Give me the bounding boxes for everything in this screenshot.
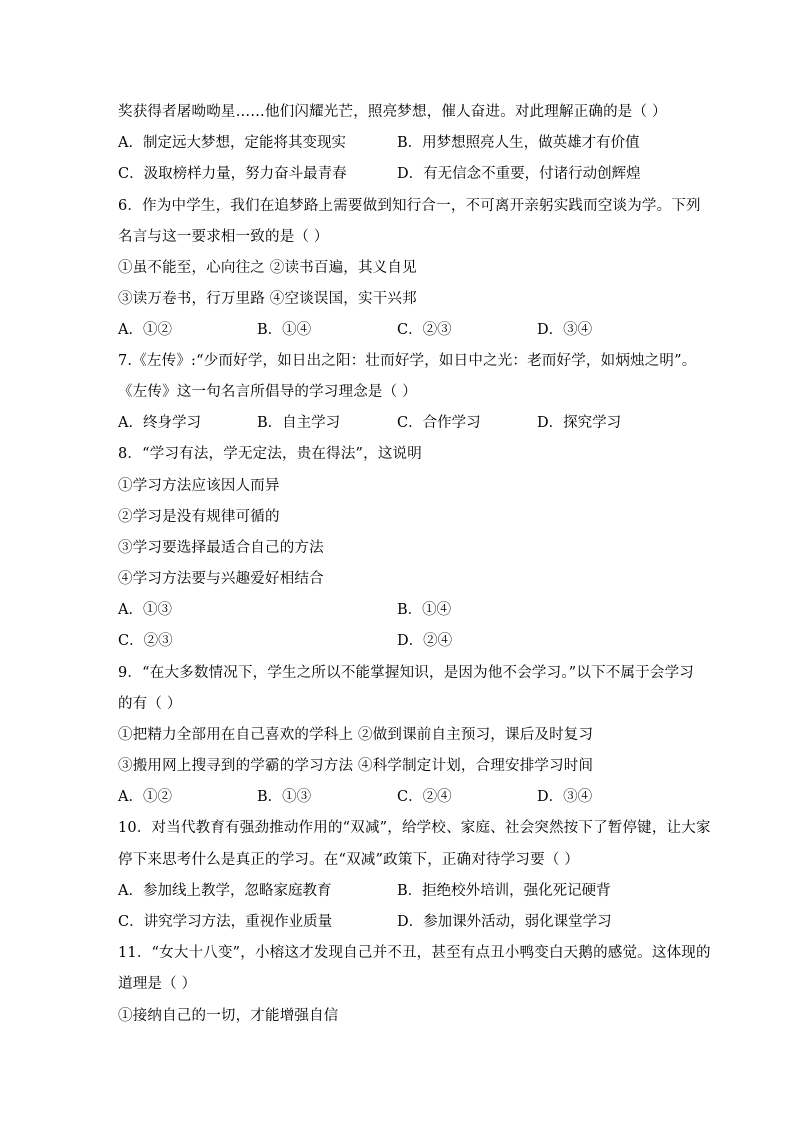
q8-stem: 8．“学习有法，学无定法，贵在得法”，这说明 (118, 446, 422, 462)
q5-option-a: A．制定远大梦想，定能将其变现实 (118, 135, 346, 151)
q6-stem-line-1: 6．作为中学生，我们在追梦路上需要做到知行合一，不可离开亲躬实践而空谈为学。下列 (118, 198, 701, 214)
q11-item-1: ①接纳自己的一切，才能增强自信 (118, 1008, 339, 1024)
q7-option-a: A．终身学习 (118, 415, 201, 431)
q10-stem-line-1: 10．对当代教育有强劲推动作用的“双减”，给学校、家庭、社会突然按下了暂停键，让大家 (118, 820, 711, 836)
q9-option-a: A．①② (118, 789, 172, 805)
q8-item-4: ④学习方法要与兴趣爱好相结合 (118, 571, 324, 587)
q8-item-3: ③学习要选择最适合自己的方法 (118, 540, 324, 556)
q9-option-d: D．③④ (537, 789, 593, 805)
q7-stem-line-1: 7.《左传》:“少而好学，如日出之阳：壮而好学，如日中之光：老而好学，如炳烛之明”。 (118, 353, 697, 369)
q5-option-d: D．有无信念不重要，付诸行动创辉煌 (397, 166, 641, 182)
q10-option-b: B．拒绝校外培训，强化死记硬背 (397, 883, 611, 899)
q5-option-c: C．汲取榜样力量，努力奋斗最青春 (118, 166, 347, 182)
q5-option-b: B．用梦想照亮人生，做英雄才有价值 (397, 135, 640, 151)
q6-option-a: A．①② (118, 322, 172, 338)
q8-item-2: ②学习是没有规律可循的 (118, 509, 280, 525)
q6-option-d: D．③④ (537, 322, 593, 338)
q6-option-c: C．②③ (397, 322, 452, 338)
q6-items-line-1: ①虽不能至，心向往之 ②读书百遍，其义自见 (118, 260, 417, 276)
q10-stem-line-2: 停下来思考什么是真正的学习。在“双减”政策下，正确对待学习要（ ） (118, 852, 580, 868)
q5-stem-continued: 奖获得者屠呦呦星……他们闪耀光芒，照亮梦想，催人奋进。对此理解正确的是（ ） (118, 104, 667, 120)
q9-option-b: B．①③ (257, 789, 312, 805)
q9-stem-line-2: 的有（ ） (118, 696, 182, 712)
q7-option-c: C．合作学习 (397, 415, 481, 431)
q7-option-d: D．探究学习 (537, 415, 622, 431)
q11-stem-line-1: 11．“女大十八变”，小榕这才发现自己并不丑，甚至有点丑小鸭变白天鹅的感觉。这体现的 (118, 945, 711, 961)
q10-option-c: C．讲究学习方法，重视作业质量 (118, 914, 333, 930)
q8-option-c: C．②③ (118, 633, 173, 649)
q11-stem-line-2: 道理是（ ） (118, 976, 197, 992)
q7-option-b: B．自主学习 (257, 415, 341, 431)
q6-items-line-2: ③读万卷书，行万里路 ④空谈误国，实干兴邦 (118, 291, 417, 307)
q9-option-c: C．②④ (397, 789, 452, 805)
q9-stem-line-1: 9．“在大多数情况下，学生之所以不能掌握知识，是因为他不会学习。”以下不属于会学习 (118, 665, 694, 681)
q8-item-1: ①学习方法应该因人而异 (118, 478, 280, 494)
q6-stem-line-2: 名言与这一要求相一致的是（ ） (118, 229, 329, 245)
q8-option-d: D．②④ (397, 633, 453, 649)
q8-option-b: B．①④ (397, 602, 452, 618)
q10-option-a: A．参加线上教学，忽略家庭教育 (118, 883, 332, 899)
q10-option-d: D．参加课外活动，弱化课堂学习 (397, 914, 612, 930)
q9-items-line-2: ③搬用网上搜寻到的学霸的学习方法 ④科学制定计划，合理安排学习时间 (118, 758, 594, 774)
q8-option-a: A．①③ (118, 602, 172, 618)
q9-items-line-1: ①把精力全部用在自己喜欢的学科上 ②做到课前自主预习，课后及时复习 (118, 727, 594, 743)
q6-option-b: B．①④ (257, 322, 312, 338)
q7-stem-line-2: 《左传》这一句名言所倡导的学习理念是（ ） (118, 384, 417, 400)
